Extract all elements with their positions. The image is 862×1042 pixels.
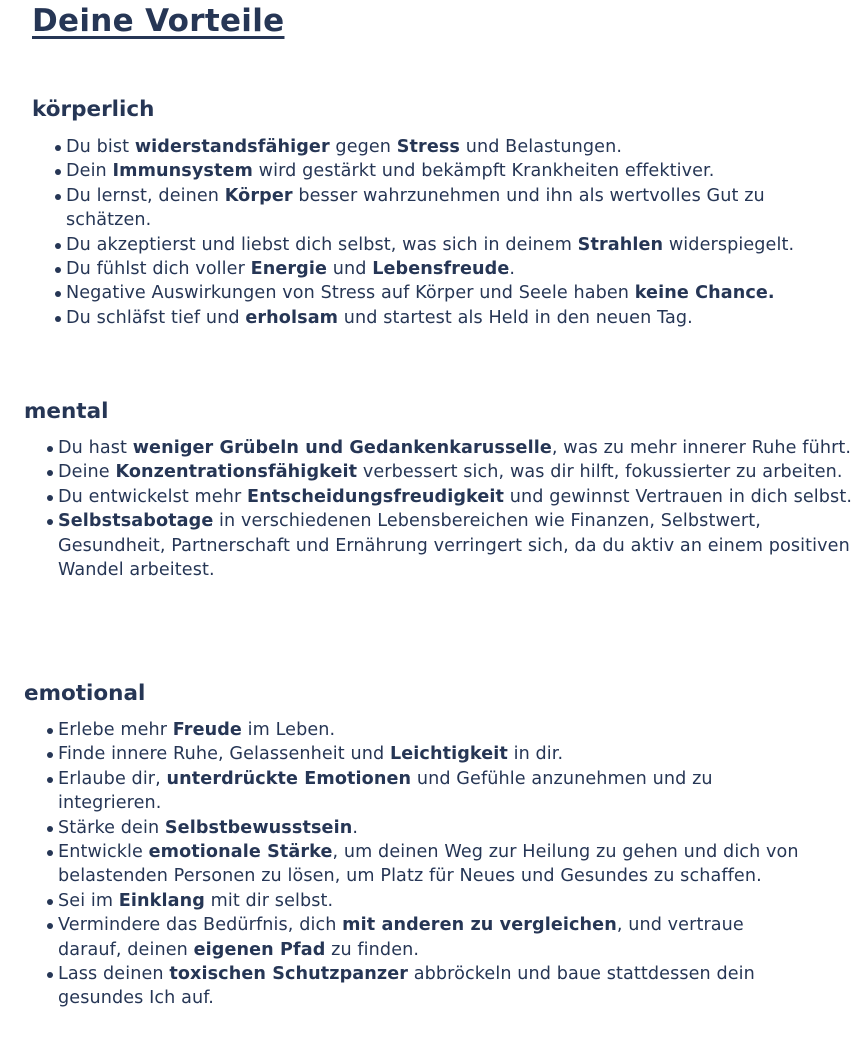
section-heading-mental: mental bbox=[24, 399, 109, 424]
bold-text: unterdrückte Emotionen bbox=[166, 768, 412, 789]
benefits-list-mental bbox=[58, 436, 853, 582]
bold-text: keine Chance. bbox=[634, 283, 775, 304]
bold-text: toxischen Schutzpanzer bbox=[169, 964, 409, 985]
list-item bbox=[58, 889, 813, 913]
text: im Leben. bbox=[241, 720, 336, 740]
list-item bbox=[58, 718, 813, 742]
text: in verschiedenen Lebensbereichen wie Finanzen, Selbstwert, Gesundheit, Partnerschaft und Ernährung verringert sich, da du aktiv an einem positiven Wandel arbeitest. bbox=[58, 511, 850, 581]
bold-text: Lebensfreude bbox=[372, 259, 510, 280]
text: Du entwickelst mehr bbox=[58, 486, 247, 507]
text: widerspiegelt. bbox=[663, 234, 795, 255]
benefits-list-emotional bbox=[58, 718, 813, 1011]
bold-text: Selbstbewusstsein bbox=[164, 817, 353, 838]
list-item bbox=[66, 184, 806, 233]
bold-text: Strahlen bbox=[577, 234, 664, 255]
list-item bbox=[58, 913, 813, 962]
list-item bbox=[66, 135, 806, 159]
bold-text: mit anderen zu vergleichen bbox=[342, 915, 617, 936]
bold-text: Konzentrationsfähigkeit bbox=[115, 462, 358, 483]
text: und startest als Held in den neuen Tag. bbox=[338, 307, 693, 328]
list-item bbox=[58, 767, 813, 816]
text: gegen bbox=[329, 137, 397, 157]
text: Finde innere Ruhe, Gelassenheit und bbox=[58, 744, 390, 765]
benefits-list-koerperlich bbox=[66, 135, 806, 330]
text: und Belastungen. bbox=[460, 137, 623, 157]
bold-text: Leichtigkeit bbox=[389, 744, 508, 765]
bold-text: Körper bbox=[224, 185, 293, 206]
list-item bbox=[58, 436, 853, 460]
text: . bbox=[509, 259, 516, 280]
section-heading-emotional: emotional bbox=[24, 681, 146, 706]
list-item bbox=[66, 233, 806, 257]
bold-text: Selbstsabotage bbox=[58, 511, 214, 532]
text: Vermindere das Bedürfnis, dich bbox=[58, 915, 343, 936]
bold-text: erholsam bbox=[245, 307, 339, 328]
list-item bbox=[58, 742, 813, 766]
list-item bbox=[58, 485, 853, 509]
text: Du akzeptierst und liebst dich selbst, was sich in deinem bbox=[66, 234, 578, 255]
text: in dir. bbox=[507, 744, 564, 765]
text: und bbox=[327, 259, 373, 280]
page-title: Deine Vorteile bbox=[32, 3, 285, 39]
text: Negative Auswirkungen von Stress auf Körper und Seele haben bbox=[66, 283, 635, 304]
text: und Gefühle anzunehmen und zu integrieren. bbox=[58, 768, 713, 814]
bold-text: Energie bbox=[250, 259, 328, 280]
text: Du bist bbox=[66, 137, 135, 157]
section-heading-koerperlich: körperlich bbox=[32, 97, 155, 122]
list-item bbox=[58, 816, 813, 840]
text: Lass deinen bbox=[58, 964, 170, 985]
bold-text: weniger Grübeln und Gedankenkarusselle bbox=[132, 438, 552, 458]
bold-text: Entscheidungsfreudigkeit bbox=[247, 486, 505, 507]
bold-text: Immunsystem bbox=[112, 161, 253, 182]
list-item bbox=[58, 840, 813, 889]
text: Erlebe mehr bbox=[58, 720, 173, 740]
text: . bbox=[352, 817, 359, 838]
text: Dein bbox=[66, 161, 113, 182]
text: besser wahrzunehmen und ihn als wertvolles Gut zu schätzen. bbox=[66, 185, 765, 231]
text: mit dir selbst. bbox=[204, 890, 334, 911]
bold-text: eigenen Pfad bbox=[193, 939, 326, 960]
list-item bbox=[58, 509, 853, 582]
bold-text: Einklang bbox=[118, 890, 205, 911]
list-item bbox=[66, 306, 806, 330]
text: Du lernst, deinen bbox=[66, 185, 225, 206]
bold-text: Stress bbox=[396, 137, 461, 157]
text: , um deinen Weg zur Heilung zu gehen und dich von belastenden Personen zu lösen, um Platz für Neues und Gesundes zu schaffen. bbox=[58, 842, 799, 887]
list-item bbox=[66, 159, 806, 183]
text: , und vertraue darauf, deinen bbox=[58, 915, 744, 960]
text: Du hast bbox=[58, 438, 133, 458]
text: Stärke dein bbox=[58, 817, 165, 838]
list-item bbox=[58, 962, 813, 1011]
text: wird gestärkt und bekämpft Krankheiten effektiver. bbox=[252, 161, 715, 182]
text: Entwickle bbox=[58, 842, 149, 863]
text: Du fühlst dich voller bbox=[66, 259, 251, 280]
text: verbessert sich, was dir hilft, fokussierter zu arbeiten. bbox=[357, 462, 843, 483]
list-item bbox=[58, 460, 853, 484]
bold-text: Freude bbox=[172, 720, 242, 740]
text: , was zu mehr innerer Ruhe führt. bbox=[551, 438, 852, 458]
bold-text: widerstandsfähiger bbox=[134, 137, 330, 157]
text: zu finden. bbox=[325, 939, 420, 960]
text: Erlaube dir, bbox=[58, 768, 167, 789]
text: und gewinnst Vertrauen in dich selbst. bbox=[504, 486, 853, 507]
text: Deine bbox=[58, 462, 116, 483]
text: abbröckeln und baue stattdessen dein gesundes Ich auf. bbox=[58, 964, 755, 1009]
text: Sei im bbox=[58, 890, 119, 911]
list-item bbox=[66, 281, 806, 305]
text: Du schläfst tief und bbox=[66, 307, 246, 328]
bold-text: emotionale Stärke bbox=[148, 842, 333, 863]
list-item bbox=[66, 257, 806, 281]
